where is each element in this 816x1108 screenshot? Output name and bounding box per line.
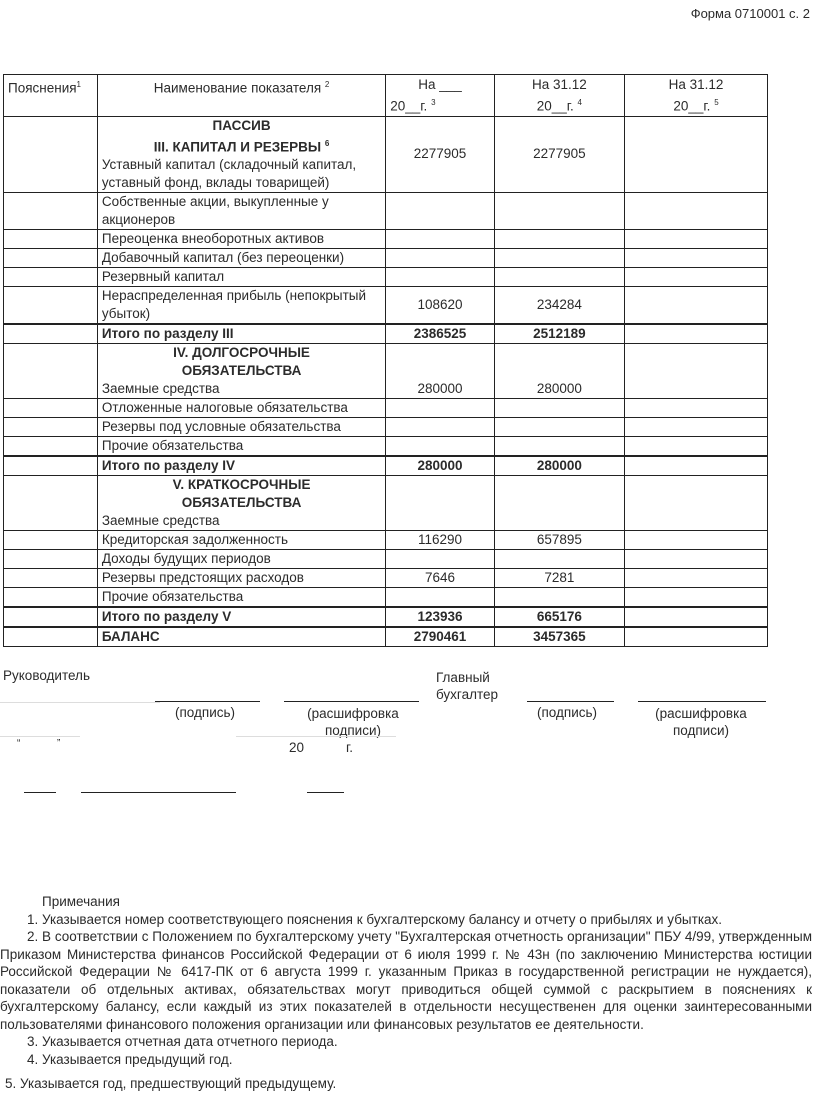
value-cell [625, 437, 768, 457]
explanation-cell [4, 287, 98, 325]
value-cell [386, 249, 494, 268]
value-cell: 280000 [386, 456, 494, 476]
indicator-cell [97, 287, 385, 325]
explanation-cell [4, 324, 98, 344]
value-cell [625, 456, 768, 476]
explanation-cell [4, 437, 98, 457]
value-cell: 7281 [494, 569, 624, 588]
table-row [4, 437, 768, 457]
accountant-decode-line[interactable] [638, 701, 766, 702]
value-cell [386, 476, 494, 531]
header-col3 [386, 75, 494, 117]
explanation-cell [4, 268, 98, 287]
table-row [4, 456, 768, 476]
indicator-name: Кредиторская задолженность [101, 532, 289, 547]
value-cell [386, 437, 494, 457]
indicator-name: Прочие обязательства [101, 589, 244, 604]
explanation-cell [4, 230, 98, 249]
date-year-line[interactable] [307, 792, 344, 793]
accountant-decode-caption: (расшифровка подписи) [655, 706, 747, 738]
table-row [4, 230, 768, 249]
value-cell [386, 268, 494, 287]
table-row [4, 588, 768, 608]
value-cell [386, 230, 494, 249]
table-row [4, 249, 768, 268]
notes [0, 893, 812, 1093]
indicator-cell [97, 399, 385, 418]
explanation-cell [4, 116, 98, 193]
value-cell [494, 418, 624, 437]
table-body [4, 116, 768, 647]
indicator-cell [97, 588, 385, 608]
table-row [4, 607, 768, 627]
head-label: Руководитель [3, 668, 90, 683]
indicator-name: Заемные средства [101, 513, 220, 528]
footnote-ref: 3 [431, 98, 436, 107]
value-cell: 123936 [386, 607, 494, 627]
value-cell: 3457365 [494, 627, 624, 647]
indicator-name: Заемные средства [101, 381, 220, 396]
explanation-cell [4, 550, 98, 569]
indicator-cell [97, 230, 385, 249]
note-3: 3. Указывается отчетная дата отчетного периода. [27, 1034, 338, 1049]
value-cell [625, 324, 768, 344]
header-col5-line2: 20__г. [673, 98, 711, 114]
table-row [4, 193, 768, 230]
indicator-cell [97, 627, 385, 647]
note-4: 4. Указывается предыдущий год. [27, 1051, 233, 1067]
value-cell: 7646 [386, 569, 494, 588]
value-cell [625, 476, 768, 531]
explanation-cell [4, 193, 98, 230]
value-cell [625, 418, 768, 437]
explanation-cell [4, 607, 98, 627]
explanation-cell [4, 399, 98, 418]
value-cell [494, 550, 624, 569]
divider [0, 736, 80, 737]
section-heading-5: V. КРАТКОСРОЧНЫЕ ОБЯЗАТЕЛЬСТВА [172, 477, 311, 510]
accountant-signature-line[interactable] [527, 701, 614, 702]
footnote-ref: 6 [324, 138, 330, 148]
footnote-ref: 4 [577, 98, 582, 107]
value-cell [386, 588, 494, 608]
table-row [4, 476, 768, 531]
form-code: Форма 0710001 с. 2 [690, 6, 810, 21]
indicator-cell [97, 418, 385, 437]
divider [236, 736, 396, 737]
value-cell [386, 399, 494, 418]
value-cell: 280000 [494, 344, 624, 399]
value-cell [386, 418, 494, 437]
value-cell [625, 249, 768, 268]
date-close-quote: ” [57, 738, 61, 749]
value-cell: 2277905 [494, 116, 624, 193]
indicator-cell [97, 116, 385, 193]
balance-table [3, 74, 768, 647]
explanation-cell [4, 476, 98, 531]
indicator-cell [97, 193, 385, 230]
head-signature-line[interactable] [155, 701, 260, 702]
value-cell [494, 588, 624, 608]
value-cell: 234284 [494, 287, 624, 325]
explanation-cell [4, 588, 98, 608]
explanation-cell [4, 418, 98, 437]
value-cell [625, 627, 768, 647]
chief-accountant-label: Главный бухгалтер [436, 670, 498, 702]
indicator-cell [97, 437, 385, 457]
accountant-signature-caption: (подпись) [537, 705, 598, 720]
indicator-name: Собственные акции, выкупленные у акционеров [101, 194, 329, 227]
table-row [4, 550, 768, 569]
section-heading-passive: ПАССИВ [212, 117, 271, 133]
value-cell [625, 116, 768, 193]
value-cell [386, 193, 494, 230]
value-cell [494, 249, 624, 268]
indicator-name: Резервы предстоящих расходов [101, 570, 304, 585]
explanation-cell [4, 627, 98, 647]
indicator-cell [97, 344, 385, 399]
indicator-name: Итого по разделу V [101, 609, 232, 624]
header-indicator [97, 75, 385, 117]
indicator-cell [97, 268, 385, 287]
table-row [4, 116, 768, 193]
value-cell: 2512189 [494, 324, 624, 344]
header-col5-line1: На 31.12 [668, 77, 724, 92]
value-cell [625, 550, 768, 569]
value-cell [625, 588, 768, 608]
indicator-cell [97, 550, 385, 569]
value-cell [625, 193, 768, 230]
indicator-name: Итого по разделу IV [101, 458, 235, 473]
head-signature-caption: (подпись) [175, 705, 236, 720]
footnote-ref: 1 [76, 80, 81, 89]
table-row [4, 627, 768, 647]
table-row [4, 324, 768, 344]
value-cell: 280000 [386, 344, 494, 399]
indicator-cell [97, 324, 385, 344]
value-cell: 2386525 [386, 324, 494, 344]
explanation-cell [4, 344, 98, 399]
header-col4-line2: 20__г. [536, 98, 574, 114]
value-cell [494, 437, 624, 457]
header-explanations [4, 75, 98, 117]
year-suffix: г. [346, 740, 354, 755]
indicator-name: Доходы будущих периодов [101, 551, 271, 566]
value-cell [494, 193, 624, 230]
value-cell [494, 476, 624, 531]
year-prefix: 20 [289, 740, 305, 755]
head-decode-caption: (расшифровка подписи) [307, 706, 399, 738]
explanation-cell [4, 531, 98, 550]
note-1: 1. Указывается номер соответствующего пояснения к бухгалтерскому балансу и отчету о прибылях и убытках. [27, 911, 723, 927]
value-cell [625, 531, 768, 550]
indicator-name: Резервный капитал [101, 269, 225, 284]
table-row [4, 399, 768, 418]
table-row [4, 569, 768, 588]
header-col5 [625, 75, 768, 117]
header-col3-line1: На ___ [418, 77, 462, 92]
note-5: 5. Указывается год, предшествующий предыдущему. [5, 1076, 337, 1091]
indicator-name: Прочие обязательства [101, 438, 244, 453]
explanation-cell [4, 569, 98, 588]
value-cell [386, 550, 494, 569]
footnote-ref: 2 [324, 80, 330, 89]
notes-title: Примечания [42, 894, 120, 909]
section-heading-3-label: III. КАПИТАЛ И РЕЗЕРВЫ [153, 139, 322, 154]
date-day-line[interactable] [24, 792, 56, 793]
indicator-cell [97, 456, 385, 476]
indicator-cell [97, 249, 385, 268]
head-decode-line[interactable] [284, 701, 419, 702]
table-row [4, 344, 768, 399]
indicator-name: Резервы под условные обязательства [101, 419, 341, 434]
footnote-ref: 5 [714, 98, 719, 107]
indicator-name: Отложенные налоговые обязательства [101, 400, 348, 415]
indicator-cell [97, 569, 385, 588]
value-cell [494, 399, 624, 418]
explanation-cell [4, 249, 98, 268]
section-heading-4: IV. ДОЛГОСРОЧНЫЕ ОБЯЗАТЕЛЬСТВА [173, 345, 310, 378]
value-cell [625, 344, 768, 399]
note-2: 2. В соответствии с Положением по бухгалтерскому учету "Бухгалтерская отчетность организации" ПБУ 4/99, утвержденным Приказом Министерства финансов Российской Федерации от 6 июля 1999 г. № 43н (по заключению Министерства юстиции Российской Федерации № 6417-ПК от 6 августа 1999 г. указанным Приказ в государственной регистрации не нуждается), показатели об отдельных активах, обязательствах могут приводиться общей суммой с раскрытием в пояснениях к бухгалтерскому балансу, если каждый из этих показателей в отдельности несущественен для оценки заинтересованными пользователями финансового положения организации или финансовых результатов ее деятельности. [0, 929, 812, 1032]
value-cell [494, 268, 624, 287]
indicator-name: БАЛАНС [101, 629, 160, 644]
table-row [4, 418, 768, 437]
date-open-quote: “ [17, 738, 21, 749]
indicator-name: Переоценка внеоборотных активов [101, 231, 325, 246]
indicator-name: Нераспределенная прибыль (непокрытый убыток) [101, 288, 366, 321]
header-explanations-label: Пояснения [8, 80, 77, 96]
value-cell: 2790461 [386, 627, 494, 647]
indicator-name: Уставный капитал (складочный капитал, уставный фонд, вклады товарищей) [101, 157, 357, 190]
section-heading-3 [102, 135, 381, 157]
value-cell: 2277905 [386, 116, 494, 193]
value-cell: 116290 [386, 531, 494, 550]
indicator-cell [97, 607, 385, 627]
indicator-name: Итого по разделу III [101, 326, 234, 341]
value-cell [625, 268, 768, 287]
value-cell: 657895 [494, 531, 624, 550]
table-row [4, 268, 768, 287]
value-cell [625, 230, 768, 249]
value-cell [625, 287, 768, 325]
header-col3-line2: 20__г. [390, 98, 428, 114]
header-indicator-label: Наименование показателя [153, 80, 322, 96]
explanation-cell [4, 456, 98, 476]
value-cell [494, 230, 624, 249]
header-col4 [494, 75, 624, 117]
header-col4-line1: На 31.12 [531, 77, 587, 92]
table-row [4, 531, 768, 550]
indicator-name: Добавочный капитал (без переоценки) [101, 250, 345, 265]
value-cell: 665176 [494, 607, 624, 627]
value-cell: 108620 [386, 287, 494, 325]
value-cell [625, 399, 768, 418]
indicator-cell [97, 531, 385, 550]
table-header-row [4, 75, 768, 117]
value-cell: 280000 [494, 456, 624, 476]
divider [0, 702, 160, 703]
value-cell [625, 569, 768, 588]
indicator-cell [97, 476, 385, 531]
date-month-line[interactable] [81, 792, 236, 793]
table-row [4, 287, 768, 325]
value-cell [625, 607, 768, 627]
